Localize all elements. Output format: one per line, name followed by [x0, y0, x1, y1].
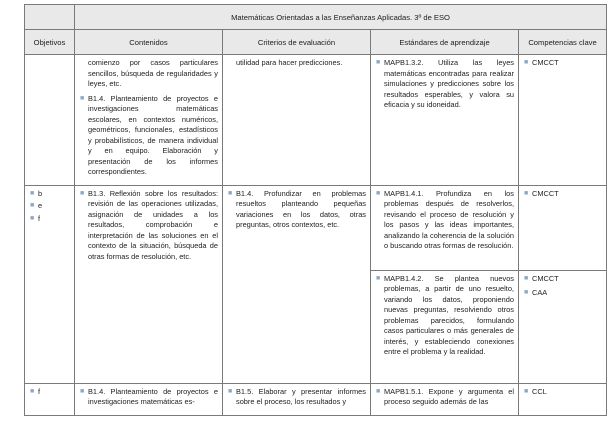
column-header-objetivos: Objetivos — [25, 30, 75, 55]
criterio-item: ■ B1.4. Profundizar en problemas resueltos planteando pequeñas variaciones en los datos, otras preguntas, otros contextos, etc. — [228, 188, 366, 229]
title-blank-cell — [25, 5, 75, 30]
bullet-icon: ■ — [30, 189, 35, 197]
estandares-cell — [371, 55, 519, 186]
criterios-cell — [223, 185, 371, 383]
estandar-item: ■ MAPB1.4.1. Profundiza en los problemas después de resolverlos, revisando el proceso de resolución y los pasos y las ideas importantes, analizando la coherencia de la solución o buscando otras formas de resolución. — [376, 188, 514, 250]
criterio-item: ■ B1.5. Elaborar y presentar informes sobre el proceso, los resultados y — [228, 386, 366, 406]
column-header-competencias: Competencias clave — [519, 30, 607, 55]
bullet-icon: ■ — [376, 274, 381, 282]
bullet-icon: ■ — [30, 387, 35, 395]
criterios-cell — [223, 383, 371, 415]
contenido-item: ■ B1.4. Planteamiento de proyectos e investigaciones matemáticas escolares, en contextos numéricos, geométricos, funcionales, estadísticos y probabilísticos, de manera individual y en equipo. Elaboración y presentación de los informes correspondientes. — [80, 93, 218, 176]
column-header-contenidos: Contenidos — [75, 30, 223, 55]
bullet-icon: ■ — [524, 189, 529, 197]
estandar-item: ■ MAPB1.5.1. Expone y argumenta el proceso seguido además de las — [376, 386, 514, 406]
objetivo-item: ■ b — [30, 188, 43, 198]
competencias-cell — [519, 383, 607, 415]
bullet-icon: ■ — [80, 94, 85, 102]
bullet-icon: ■ — [80, 387, 85, 395]
contenidos-cell — [75, 383, 223, 415]
competencia-item: ■ CAA — [524, 288, 548, 297]
criterio-text: utilidad para hacer predicciones. — [236, 58, 343, 67]
bullet-icon: ■ — [228, 387, 233, 395]
contenidos-cell — [75, 55, 223, 186]
estandares-cell — [371, 383, 519, 415]
bullet-icon: ■ — [524, 289, 529, 296]
bullet-icon: ■ — [80, 189, 85, 197]
competencias-cell — [519, 55, 607, 186]
table-row — [25, 55, 607, 186]
competencia-item: ■ CCL — [524, 386, 547, 396]
contenido-item: ■ B1.3. Reflexión sobre los resultados: revisión de las operaciones utilizadas, asignación de unidades a los resultados, comprobación e interpretación de las soluciones en el contexto de la situación, búsqueda de otras formas de resolución, etc. — [80, 188, 218, 261]
bullet-icon: ■ — [376, 387, 381, 395]
bullet-icon: ■ — [524, 59, 529, 66]
criterios-cell — [223, 55, 371, 186]
column-header-row — [25, 30, 607, 55]
competencias-cell — [519, 270, 607, 383]
bullet-icon: ■ — [30, 214, 35, 222]
bullet-icon: ■ — [376, 59, 381, 66]
competencia-item: ■ CMCCT — [524, 273, 559, 283]
bullet-icon: ■ — [30, 202, 35, 209]
contenido-item: ■ B1.4. Planteamiento de proyectos e investigaciones matemáticas es- — [80, 386, 218, 406]
column-header-estandares: Estándares de aprendizaje — [371, 30, 519, 55]
objetivo-item: ■ f — [30, 386, 41, 396]
contenido-text: comienzo por casos particulares sencillos, búsqueda de regularidades y leyes, etc. — [88, 58, 218, 88]
competencia-item: ■ CMCCT — [524, 58, 559, 67]
table-row — [25, 185, 607, 270]
title-row — [25, 5, 607, 30]
objetivos-cell — [25, 185, 75, 383]
table-title: Matemáticas Orientadas a las Enseñanzas Aplicadas. 3º de ESO — [75, 5, 607, 30]
bullet-icon: ■ — [524, 387, 529, 395]
objetivos-cell — [25, 383, 75, 415]
estandares-cell — [371, 185, 519, 270]
bullet-icon: ■ — [376, 189, 381, 197]
table-row — [25, 383, 607, 415]
competencia-item: ■ CMCCT — [524, 188, 559, 198]
estandares-cell — [371, 270, 519, 383]
competencias-cell — [519, 185, 607, 270]
estandar-item: ■ MAPB1.4.2. Se plantea nuevos problemas, a partir de uno resuelto, variando los datos, proponiendo nuevas preguntas, resolviendo otros problemas parecidos, formulando casos particulares o más generales de interés, y estableciendo conexiones entre el problema y la realidad. — [376, 273, 514, 356]
contenidos-cell — [75, 185, 223, 383]
curriculum-table — [24, 4, 607, 416]
objetivo-item: ■ f — [30, 213, 41, 223]
objetivo-item: ■ e — [30, 201, 43, 210]
objetivos-cell — [25, 55, 75, 186]
column-header-criterios: Criterios de evaluación — [223, 30, 371, 55]
bullet-icon: ■ — [524, 274, 529, 282]
bullet-icon: ■ — [228, 189, 233, 197]
estandar-item: ■ MAPB1.3.2. Utiliza las leyes matemáticas encontradas para realizar simulaciones y predicciones sobre los resultados esperables, y valora su eficacia y su idoneidad. — [376, 58, 514, 109]
